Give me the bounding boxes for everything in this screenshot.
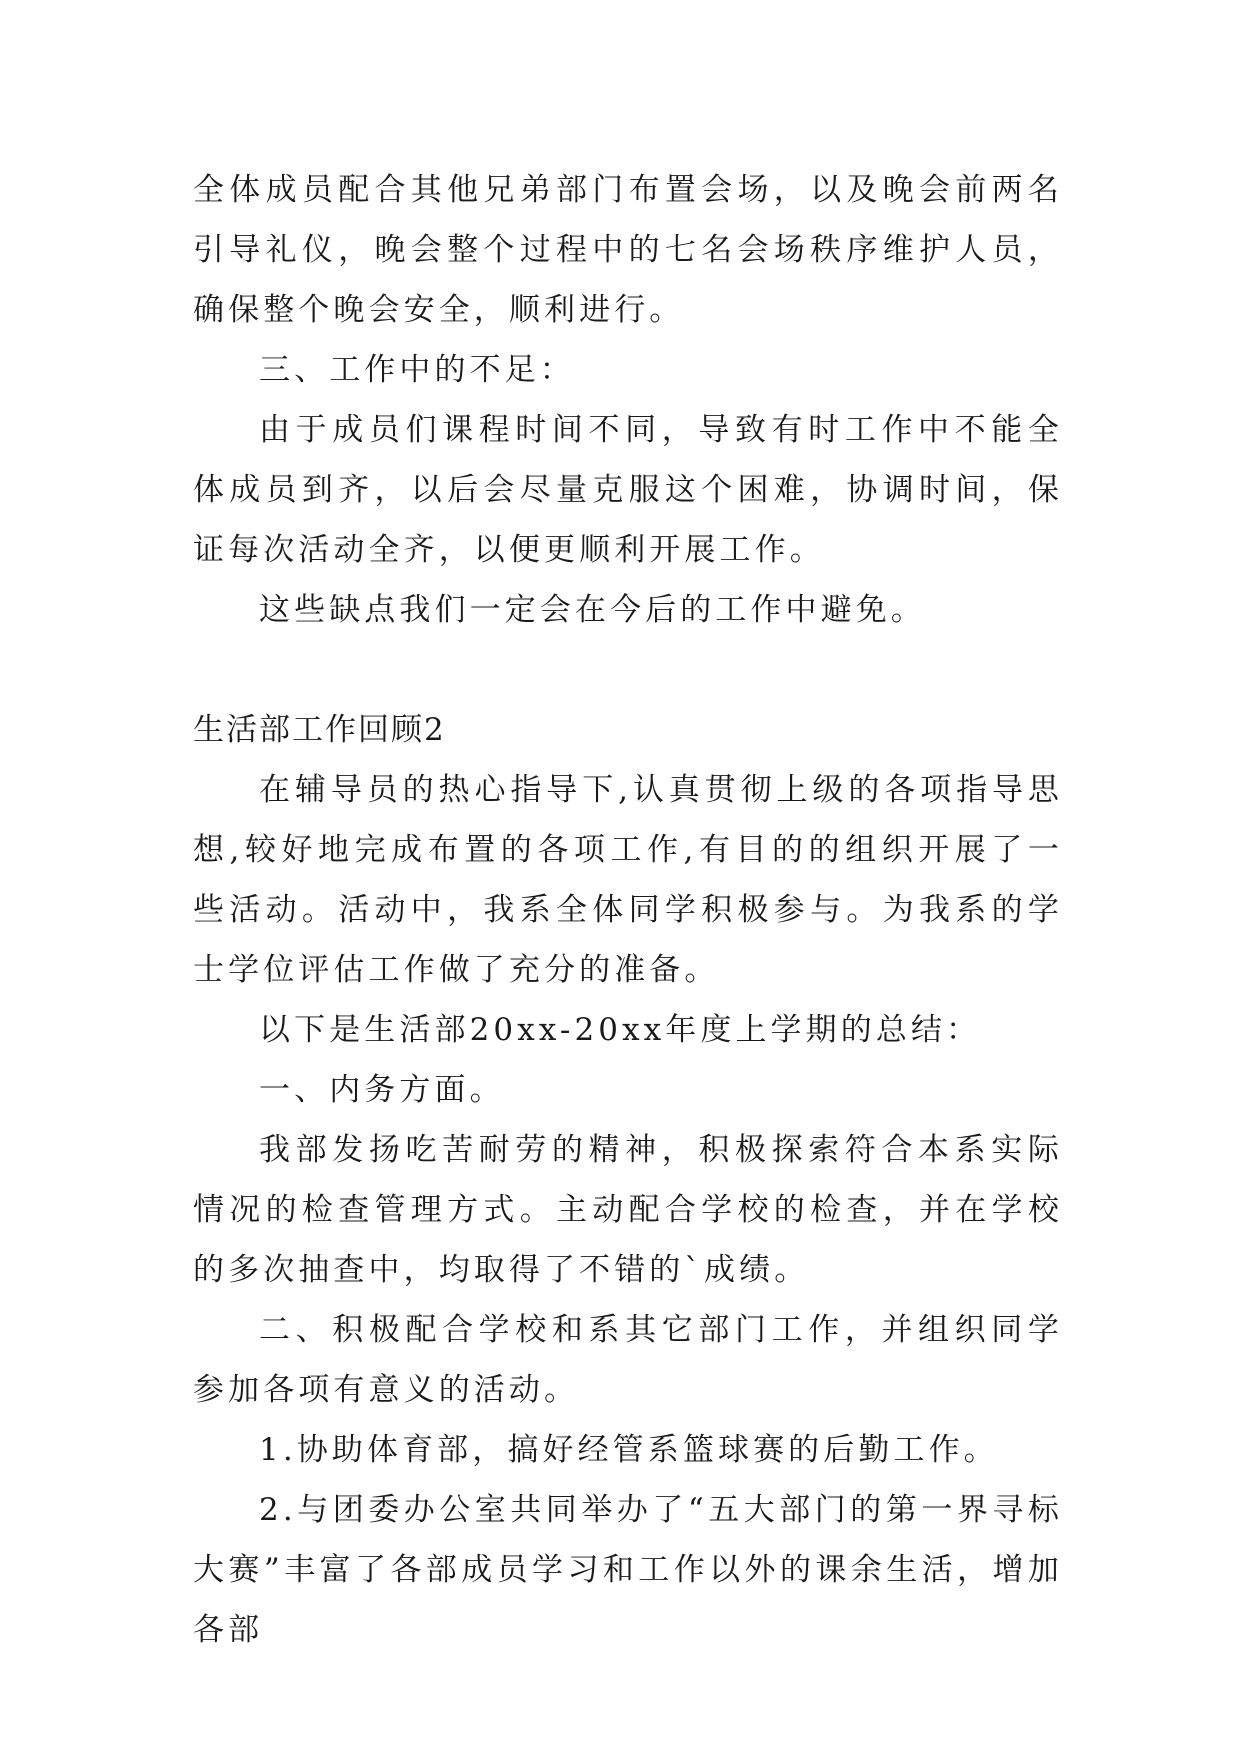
- paragraph: 全体成员配合其他兄弟部门布置会场，以及晚会前两名引导礼仪，晚会整个过程中的七名会场秩序维护人员，确保整个晚会安全，顺利进行。: [193, 172, 1063, 328]
- section-title: 生活部工作回顾2: [193, 712, 446, 748]
- paragraph: 以下是生活部20xx-20xx年度上学期的总结：: [259, 1012, 982, 1048]
- paragraph: 三、工作中的不足：: [259, 352, 575, 388]
- paragraph: 我部发扬吃苦耐劳的精神，积极探索符合本系实际情况的检查管理方式。主动配合学校的检查，并在学校的多次抽查中，均取得了不错的`成绩。: [193, 1132, 1063, 1288]
- document-body: [193, 160, 1063, 1660]
- paragraph: 1.协助体育部，搞好经管系篮球赛的后勤工作。: [259, 1432, 999, 1468]
- paragraph: 这些缺点我们一定会在今后的工作中避免。: [259, 592, 926, 628]
- paragraph: 由于成员们课程时间不同，导致有时工作中不能全体成员到齐，以后会尽量克服这个困难，协调时间，保证每次活动全齐，以便更顺利开展工作。: [193, 412, 1063, 568]
- paragraph: 一、内务方面。: [259, 1072, 505, 1108]
- paragraph: 在辅导员的热心指导下,认真贯彻上级的各项指导思想,较好地完成布置的各项工作,有目的的组织开展了一些活动。活动中，我系全体同学积极参与。为我系的学士学位评估工作做了充分的准备。: [193, 772, 1063, 988]
- paragraph: 二、积极配合学校和系其它部门工作，并组织同学参加各项有意义的活动。: [193, 1312, 1063, 1408]
- paragraph: 2.与团委办公室共同举办了“五大部门的第一界寻标大赛”丰富了各部成员学习和工作以外的课余生活，增加各部: [193, 1492, 1063, 1648]
